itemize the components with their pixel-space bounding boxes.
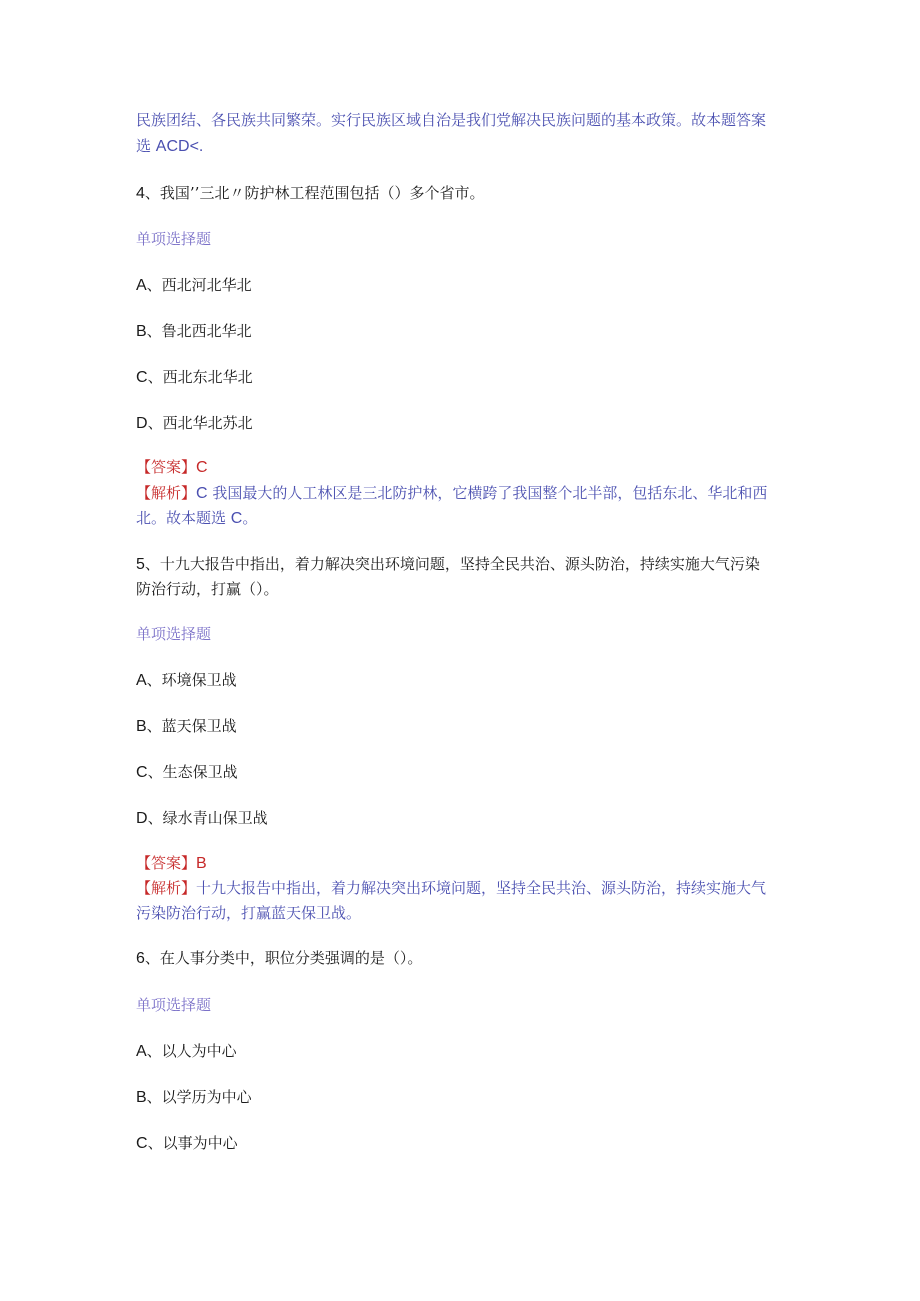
question-5-option-c[interactable] — [136, 760, 238, 785]
analysis-text-end: 。 — [242, 509, 258, 527]
analysis-text-2: 北。故本题选 — [136, 509, 231, 527]
question-number: 4 — [136, 185, 145, 202]
question-5-stem — [136, 552, 760, 577]
option-text: 、西北河北华北 — [146, 276, 252, 294]
answer-value: B — [196, 855, 207, 872]
question-4-stem — [136, 181, 484, 206]
option-letter: B — [136, 1089, 147, 1106]
option-letter: C — [136, 1135, 148, 1152]
option-text: 、西北东北华北 — [147, 368, 253, 386]
question-4-option-b[interactable] — [136, 319, 252, 344]
question-number: 6 — [136, 950, 145, 967]
question-stem-text: 、在人事分类中，职位分类强调的是（）。 — [144, 949, 423, 967]
option-letter: A — [136, 277, 147, 294]
question-4-option-a[interactable] — [136, 273, 252, 298]
option-text: 、蓝天保卫战 — [146, 717, 237, 735]
prev-analysis-line-2 — [136, 134, 203, 159]
option-text: 、生态保卫战 — [147, 763, 238, 781]
analysis-label: 【解析】 — [136, 879, 197, 897]
question-4-option-d[interactable] — [136, 411, 253, 436]
question-5-stem-line-2: 防治行动，打赢（）。 — [136, 580, 279, 598]
question-6-option-a[interactable] — [136, 1039, 237, 1064]
question-4-analysis-line-1 — [136, 481, 767, 506]
question-6-option-b[interactable] — [136, 1085, 252, 1110]
prev-analysis-line-1 — [136, 108, 786, 132]
question-5-analysis-line-2: 污染防治行动，打赢蓝天保卫战。 — [136, 904, 362, 922]
option-letter: A — [136, 1043, 147, 1060]
option-text: 、西北华北苏北 — [147, 414, 253, 432]
question-5-option-d[interactable] — [136, 806, 268, 831]
question-stem-text: 、我国’’三北〃防护林工程范围包括（）多个省市。 — [144, 184, 485, 202]
question-5-option-a[interactable] — [136, 668, 237, 693]
prev-analysis-text: 民族团结、各民族共同繁荣。实行民族区域自治是我们党解决民族问题的基本政策。故本题答案 — [136, 111, 767, 129]
question-6-type: 单项选择题 — [136, 996, 212, 1014]
question-4-analysis-line-2 — [136, 506, 257, 531]
question-5-answer — [136, 851, 207, 876]
analysis-answer-2: C — [230, 510, 243, 527]
option-letter: C — [136, 369, 148, 386]
analysis-label: 【解析】 — [136, 484, 197, 502]
question-number: 5 — [136, 556, 145, 573]
option-letter: D — [136, 415, 148, 432]
question-6-stem — [136, 946, 422, 971]
option-letter: A — [136, 672, 147, 689]
analysis-text: 我国最大的人工林区是三北防护林，它横跨了我国整个北半部，包括东北、华北和西 — [207, 484, 768, 502]
question-5-type: 单项选择题 — [136, 625, 212, 643]
question-4-answer — [136, 455, 208, 480]
option-letter: C — [136, 764, 148, 781]
option-text: 、环境保卫战 — [146, 671, 237, 689]
question-6-option-c[interactable] — [136, 1131, 238, 1156]
option-text: 、绿水青山保卫战 — [147, 809, 268, 827]
prev-analysis-answer: ACD<. — [155, 138, 204, 155]
answer-value: C — [196, 459, 208, 476]
option-text: 、鲁北西北华北 — [146, 322, 252, 340]
analysis-text: 十九大报告中指出，着力解决突出环境问题，坚持全民共治、源头防治，持续实施大气 — [196, 879, 767, 897]
question-stem-text: 、十九大报告中指出，着力解决突出环境问题，坚持全民共治、源头防治，持续实施大气污染 — [144, 555, 760, 573]
question-5-analysis-line-1 — [136, 876, 766, 900]
answer-label: 【答案】 — [136, 458, 197, 476]
question-4-type: 单项选择题 — [136, 230, 212, 248]
option-letter: D — [136, 810, 148, 827]
option-letter: B — [136, 323, 147, 340]
answer-label: 【答案】 — [136, 854, 197, 872]
option-letter: B — [136, 718, 147, 735]
question-5-option-b[interactable] — [136, 714, 237, 739]
option-text: 、以事为中心 — [147, 1134, 238, 1152]
prev-analysis-text-2: 选 — [136, 137, 156, 155]
question-4-option-c[interactable] — [136, 365, 253, 390]
option-text: 、以学历为中心 — [146, 1088, 252, 1106]
option-text: 、以人为中心 — [146, 1042, 237, 1060]
analysis-answer: C — [196, 485, 208, 502]
